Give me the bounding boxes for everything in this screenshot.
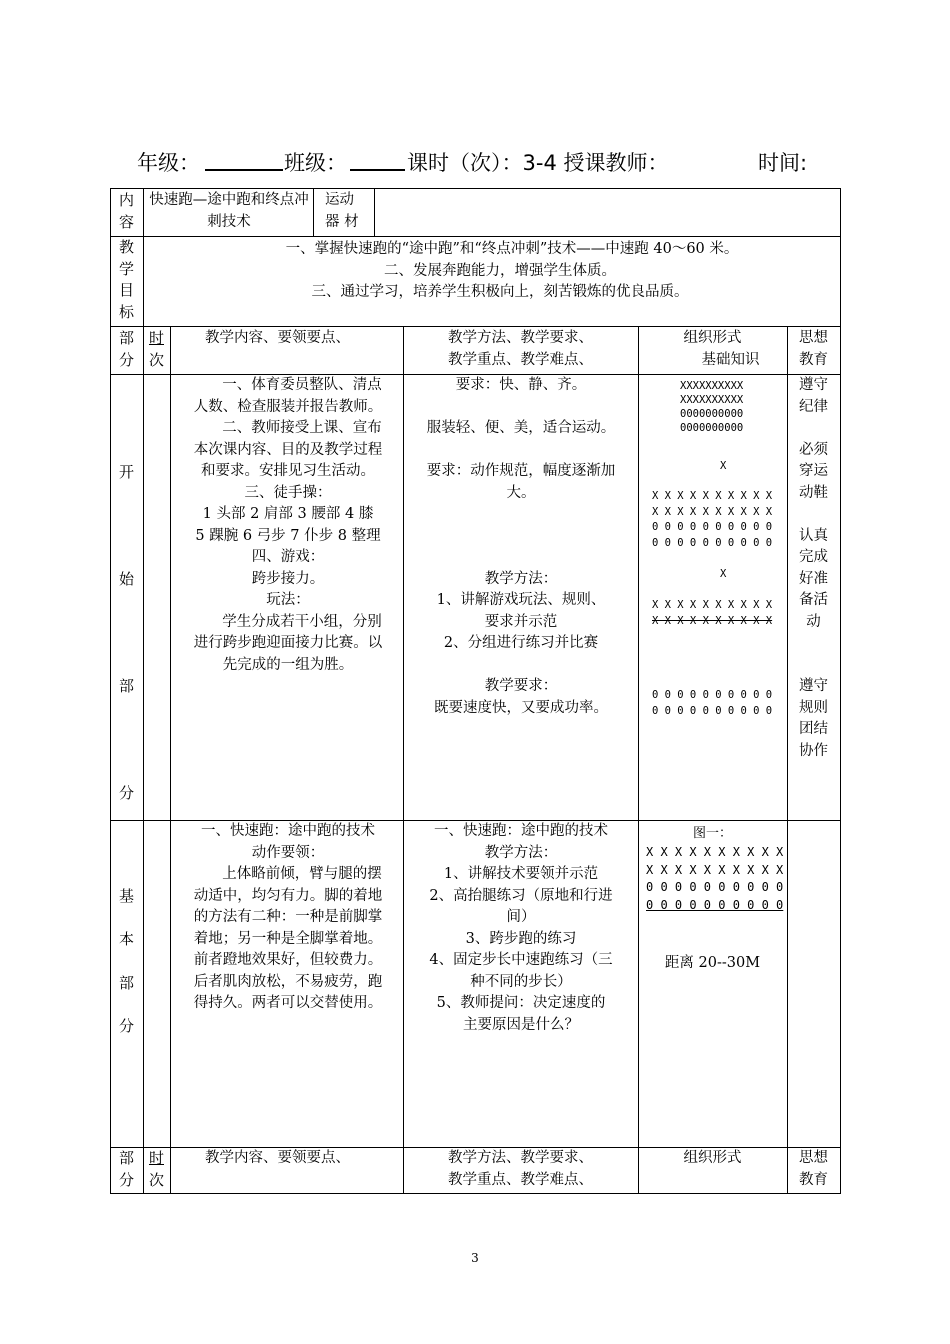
- goal-line: 三、通过学习，培养学生积极向上，刻苦锻炼的优良品质。: [311, 284, 689, 300]
- formation-row: X X X X X X X X X X: [652, 490, 773, 502]
- label-char: 分: [118, 1170, 134, 1189]
- moral-line: 完成: [799, 549, 828, 565]
- moral-line: 备活: [799, 592, 828, 608]
- label-char: 时: [148, 1149, 164, 1167]
- goals-row-label: [110, 237, 143, 323]
- start-moral: [787, 375, 840, 762]
- moral-line: [787, 633, 840, 655]
- lesson-plan-table: [110, 188, 841, 1194]
- content-line: 一、快速跑：途中跑的技术: [201, 823, 375, 839]
- formation-row: 0 0 0 0 0 0 0 0 0 0: [646, 880, 784, 894]
- moral-line: 好准: [799, 570, 828, 587]
- basic-section-label: [110, 820, 143, 1147]
- formation-row: 0 0 0 0 0 0 0 0 0 0: [652, 689, 773, 701]
- label-char: 标: [118, 302, 134, 321]
- content-line: 人数、检查服装并报告教师。: [193, 398, 383, 415]
- moral-line: [787, 655, 840, 677]
- formation-row: XXXXXXXXXX: [680, 394, 744, 406]
- start-content: [176, 375, 400, 676]
- label-char: 分: [118, 784, 134, 802]
- method-line: 大。: [506, 484, 536, 501]
- col-header-moral: [787, 1148, 840, 1191]
- label-char: 分: [118, 350, 134, 369]
- header-line: 教学重点、教学难点、: [448, 351, 593, 368]
- label-char: 开: [118, 463, 134, 481]
- header-line: 教学重点、教学难点、: [448, 1171, 593, 1188]
- label-char: 次: [148, 1170, 164, 1189]
- label-char: 基: [118, 887, 134, 905]
- equipment-field[interactable]: [376, 190, 838, 234]
- label-char: 容: [118, 212, 134, 231]
- goal-line: 一、掌握快速跑的“途中跑”和“终点冲刺”技术——中速跑 40～60 米。: [285, 241, 739, 257]
- moral-line: 协作: [799, 742, 828, 759]
- method-line: 主要原因是什么？: [463, 1016, 579, 1033]
- formation-block: [646, 844, 783, 914]
- lesson-header: [137, 143, 817, 179]
- label-char: 内: [118, 191, 134, 209]
- label-char: 分: [118, 1017, 134, 1035]
- label-char: 本: [118, 930, 134, 948]
- content-line: 的方法有二种：一种是前脚掌: [193, 909, 383, 925]
- class-label: 班级：: [284, 151, 347, 175]
- start-method: [405, 375, 637, 719]
- start-org-diagram: [638, 375, 787, 819]
- method-line: 既要速度快，又要成功率。: [434, 699, 608, 716]
- label-char: 学: [118, 259, 134, 278]
- content-line: 动适中，均匀有力。脚的着地: [193, 887, 383, 904]
- method-line: 教学方法：: [484, 844, 558, 861]
- goal-line: 二、发展奔跑能力，增强学生体质。: [384, 262, 616, 279]
- moral-line: 必须: [799, 441, 828, 458]
- col-header-org: [638, 1148, 787, 1170]
- formation-row: 0 0 0 0 0 0 0 0 0 0: [652, 521, 773, 533]
- col-header-content: 教学内容、要领要点、: [205, 1150, 350, 1166]
- method-line: 要求：快、静、齐。: [455, 377, 587, 393]
- formation-row: 0000000000: [680, 408, 744, 420]
- method-line: 4、固定步长中速跑练习（三: [429, 952, 613, 968]
- formation-row: 0 0 0 0 0 0 0 0 0 0: [646, 897, 784, 912]
- formation-row: 0000000000: [680, 422, 744, 434]
- basic-content: [176, 821, 400, 1015]
- content-line: 和要求。安排见习生活动。: [201, 463, 375, 479]
- basic-moral: [787, 821, 840, 1147]
- content-line: 玩法：: [266, 592, 310, 608]
- content-line: 先完成的一组为胜。: [222, 656, 354, 673]
- label-char: 教: [118, 238, 134, 256]
- teacher-marker: X: [720, 460, 727, 472]
- label-char: 部: [118, 974, 134, 992]
- method-line: 间）: [506, 909, 536, 925]
- moral-line: [787, 504, 840, 526]
- col-header-method: [403, 1148, 638, 1191]
- content-line: 动作要领：: [251, 844, 325, 861]
- formation-block: [652, 598, 772, 629]
- moral-line: 遵守: [799, 377, 828, 393]
- method-line: [405, 440, 637, 462]
- method-line: 要求并示范: [484, 613, 558, 630]
- content-line: 进行跨步跑迎面接力比赛。以: [193, 635, 383, 651]
- formation-row: X X X X X X X X X X: [646, 845, 784, 859]
- formation-row: X X X X X X X X X X: [652, 599, 773, 611]
- basic-method: [405, 821, 637, 1036]
- moral-line: 规则: [799, 699, 828, 716]
- col-header-time: [143, 328, 170, 371]
- method-line: 5、教师提问：决定速度的: [436, 995, 606, 1011]
- moral-line: [787, 418, 840, 440]
- header-line: 组织形式: [683, 330, 742, 346]
- formation-block: [652, 688, 772, 719]
- moral-line: 动: [806, 613, 821, 630]
- content-line: 得持久。两者可以交替使用。: [193, 995, 383, 1011]
- header-line: 教育: [799, 1171, 828, 1188]
- formation-row: X X X X X X X X X X: [646, 862, 784, 877]
- header-line: 基础知识: [701, 351, 760, 368]
- moral-line: 遵守: [799, 678, 828, 694]
- method-line: [405, 526, 637, 548]
- method-line: 1、讲解游戏玩法、规则、: [436, 592, 606, 608]
- equipment-label: [325, 190, 373, 233]
- moral-line: 动鞋: [799, 484, 828, 501]
- distance-label: 距离 20--30M: [664, 955, 761, 971]
- content-line: 三、徒手操：: [244, 484, 332, 501]
- label-char: 次: [148, 350, 164, 369]
- content-line: 后者肌肉放松，不易疲劳，跑: [193, 973, 383, 990]
- teacher-marker: X: [720, 568, 727, 580]
- header-line: 教育: [799, 351, 828, 368]
- content-line: 本次课内容、目的及教学过程: [193, 441, 383, 458]
- moral-line: 纪律: [799, 398, 828, 415]
- content-line: 四、游戏：: [251, 549, 325, 565]
- method-line: 1、讲解技术要领并示范: [443, 866, 599, 882]
- teaching-goals: [146, 239, 838, 304]
- method-line: 服装轻、便、美，适合运动。: [426, 420, 616, 436]
- equipment-label-line: 运动: [325, 192, 354, 208]
- label-char: 部: [118, 329, 134, 347]
- method-line: [405, 504, 637, 526]
- content-line: 学生分成若干小组，分别: [222, 613, 382, 630]
- content-line: 一、体育委员整队、清点: [222, 377, 382, 393]
- label-char: 时: [148, 329, 164, 347]
- method-line: 教学方法：: [484, 570, 558, 587]
- lesson-label: 课时（次）：3-4 授课教师：: [407, 151, 669, 175]
- method-line: [405, 547, 637, 569]
- col-header-content: 教学内容、要领要点、: [205, 330, 350, 346]
- label-char: 始: [118, 570, 134, 588]
- label-char: 部: [118, 1149, 134, 1167]
- basic-org-diagram: [638, 821, 787, 1147]
- formation-block: [652, 489, 772, 551]
- moral-line: 认真: [799, 527, 828, 544]
- header-line: 思想: [799, 330, 828, 346]
- figure-label: 图一：: [692, 826, 732, 841]
- lesson-topic: 快速跑—途中跑和终点冲刺技术: [149, 192, 309, 230]
- label-char: 目: [118, 281, 134, 299]
- content-line: 二、教师接受上课、宣布: [222, 420, 382, 436]
- content-line: 前者蹬地效果好，但较费力。: [193, 952, 383, 968]
- equipment-label-line: 器 材: [325, 213, 359, 230]
- start-section-label: [110, 374, 143, 820]
- col-header-moral: [787, 328, 840, 371]
- page-number: 3: [471, 1251, 479, 1265]
- header-line: 思想: [799, 1150, 828, 1166]
- col-header-org: [638, 328, 787, 371]
- method-line: [405, 397, 637, 419]
- method-line: 2、高抬腿练习（原地和行进: [429, 887, 613, 904]
- grade-label: 年级：: [137, 151, 200, 175]
- method-line: 一、快速跑：途中跑的技术: [434, 823, 608, 839]
- method-line: 教学要求：: [484, 678, 558, 694]
- content-line: 着地；另一种是全脚掌着地。: [193, 930, 383, 947]
- formation-row: X X X X X X X X X X: [652, 505, 773, 518]
- col-header-method: [403, 328, 638, 371]
- header-line: 组织形式: [683, 1150, 742, 1166]
- method-line: 要求：动作规范，幅度逐渐加: [426, 463, 616, 479]
- content-row-label: [110, 190, 143, 233]
- method-line: 种不同的步长）: [470, 973, 572, 990]
- content-line: 5 踝腕 6 弓步 7 仆步 8 整理: [195, 527, 381, 544]
- formation-row: 0 0 0 0 0 0 0 0 0 0: [652, 536, 773, 549]
- header-line: 教学方法、教学要求、: [448, 1150, 593, 1166]
- header-line: 教学方法、教学要求、: [448, 330, 593, 346]
- formation-row: 0 0 0 0 0 0 0 0 0 0: [652, 704, 773, 717]
- formation-block: [680, 379, 743, 435]
- content-line: 1 头部 2 肩部 3 腰部 4 膝: [202, 506, 374, 522]
- content-line: 上体略前倾，臂与腿的摆: [222, 866, 382, 882]
- col-header-part: [110, 328, 143, 371]
- time-label: 时间:: [758, 151, 808, 175]
- method-line: [405, 655, 637, 677]
- col-header-part: [110, 1148, 143, 1191]
- moral-line: 穿运: [799, 463, 828, 479]
- col-header-time: [143, 1148, 170, 1191]
- formation-row: XXXXXXXXXX: [680, 380, 744, 392]
- moral-line: 团结: [799, 721, 828, 737]
- method-line: 2、分组进行练习并比赛: [443, 635, 599, 651]
- method-line: 3、跨步跑的练习: [465, 930, 577, 947]
- formation-row: X X X X X X X X X X: [652, 614, 773, 627]
- label-char: 部: [118, 677, 134, 695]
- content-line: 跨步接力。: [251, 570, 325, 587]
